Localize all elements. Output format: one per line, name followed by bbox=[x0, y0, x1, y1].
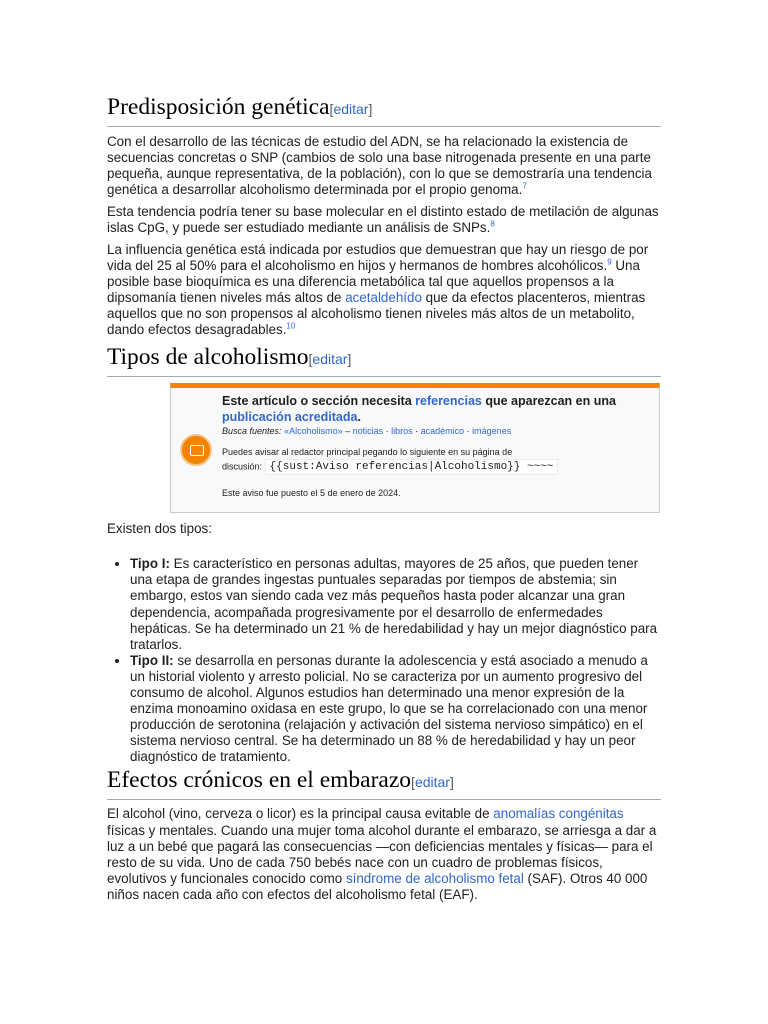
type-label: Tipo I: bbox=[130, 556, 170, 572]
notice-body bbox=[222, 393, 652, 499]
section-heading-genetics bbox=[107, 92, 661, 127]
references-link[interactable]: referencias bbox=[415, 394, 482, 409]
edit-section-link: [editar] bbox=[308, 351, 352, 368]
search-term-link[interactable]: «Alcoholismo» bbox=[284, 426, 343, 437]
list-item bbox=[130, 653, 661, 766]
fetal-alcohol-syndrome-link[interactable]: síndrome de alcoholismo fetal bbox=[345, 870, 524, 886]
type-text: Es característico en personas adultas, mayores de 25 años, que pueden tener una etapa de grandes ingestas puntuales separadas por tiempos de abstemia; sin embargo, estos van siendo cada vez más pequeños hasta poder alcanzar una gran dependencia, acompañada progresivamente por el desarrollo de enfermedades hepáticas. Se ha determinado un 21 % de heredabilidad y hay un mejor diagnóstico para tratarlos. bbox=[130, 556, 658, 652]
paragraph-text: Con el desarrollo de las técnicas de estudio del ADN, se ha relacionado la existencia de secuencias concretas o SNP (cambios de solo una base nitrogenada presente en una parte pequeña, aunque representativa, de la población), con lo que se demostraría una tendencia genética a desarrollar alcoholismo determinada por el propio genoma. bbox=[107, 134, 652, 198]
notify-code-line bbox=[222, 459, 652, 475]
article-content bbox=[107, 92, 661, 903]
search-images-link[interactable]: imágenes bbox=[472, 426, 512, 437]
notice-text: . bbox=[357, 410, 361, 425]
paragraph bbox=[107, 806, 661, 903]
type-text: se desarrolla en personas durante la adolescencia y está asociado a menudo a un historial violento y arresto policial. No se caracteriza por un aumento progresivo del consumo de alcohol. Algunos estudios han determinado una menor expresión de la enzima monoamino oxidasa en este grupo, lo que se ha correlacionado con una menor producción de serotonina (relajación y activación del sistema nervioso simpático) en el sistema nervioso central. Se ha determinado un 88 % de heredabilidad y hay un peor diagnóstico de tratamiento. bbox=[130, 652, 648, 765]
notify-text: Puedes avisar al redactor principal pegando lo siguiente en su página de bbox=[222, 447, 513, 458]
paragraph-text: Esta tendencia podría tener su base molecular en el distinto estado de metilación de algunas islas CpG, y puede ser estudiado mediante un análisis de SNPs. bbox=[107, 204, 659, 236]
notice-text: que aparezcan en una bbox=[481, 394, 616, 409]
edit-link[interactable]: editar bbox=[414, 774, 450, 791]
paragraph-text: El alcohol (vino, cerveza o licor) es la principal causa evitable de bbox=[107, 806, 494, 822]
paragraph-text: que da efectos placenteros, mientras aquellos que no son propensos al alcoholismo tienen niveles más altos de un metabolito, dando efectos desagradables. bbox=[107, 289, 646, 338]
search-news-link[interactable]: noticias bbox=[352, 426, 384, 437]
section-title: Tipos de alcoholismo bbox=[107, 344, 309, 371]
types-intro: Existen dos tipos: bbox=[107, 521, 212, 537]
search-academic-link[interactable]: académico bbox=[420, 426, 465, 437]
search-sources-line: Busca fuentes: «Alcoholismo» – noticias · libros · académico · imágenes bbox=[222, 426, 512, 437]
congenital-anomalies-link[interactable]: anomalías congénitas bbox=[493, 806, 624, 822]
reference-link[interactable]: 9 bbox=[607, 257, 612, 267]
search-label: Busca fuentes: bbox=[222, 426, 282, 437]
search-books-link[interactable]: libros bbox=[391, 426, 413, 437]
edit-link[interactable]: editar bbox=[312, 351, 348, 368]
paragraph-text: La influencia genética está indicada por estudios que demuestran que hay un riesgo de por vida del 25 al 50% para el alcoholismo en hijos y hermanos de hombres alcohólicos. bbox=[107, 241, 649, 273]
paragraph bbox=[107, 134, 661, 198]
paragraph-text: Una posible base bioquímica es una diferencia metabólica tal que aquellos propensos a la dipsomanía tienen niveles más altos de bbox=[107, 257, 640, 305]
template-code[interactable]: {{sust:Aviso referencias|Alcoholismo}} ~~~~ bbox=[265, 459, 559, 475]
section-heading-pregnancy bbox=[107, 765, 661, 800]
separator: – bbox=[342, 426, 353, 437]
references-notice-box bbox=[170, 383, 660, 513]
edit-section-link: [editar] bbox=[411, 774, 454, 791]
types-list bbox=[107, 556, 661, 765]
paragraph bbox=[107, 204, 661, 236]
accredited-publication-link[interactable]: publicación acreditada bbox=[222, 410, 358, 425]
reference-link[interactable]: 10 bbox=[286, 321, 296, 331]
notice-text: Este artículo o sección necesita bbox=[222, 394, 416, 409]
section-title: Efectos crónicos en el embarazo bbox=[107, 767, 412, 794]
type-label: Tipo II: bbox=[130, 652, 174, 668]
notice-title bbox=[222, 393, 652, 425]
book-icon bbox=[180, 434, 212, 466]
edit-link[interactable]: editar bbox=[333, 101, 369, 117]
section-title: Predisposición genética bbox=[107, 94, 330, 120]
notice-date: Este aviso fue puesto el 5 de enero de 2024. bbox=[222, 488, 401, 499]
reference-link[interactable]: 8 bbox=[490, 220, 495, 229]
reference-link[interactable]: 7 bbox=[522, 181, 527, 191]
edit-section-link: [editar] bbox=[329, 101, 373, 117]
paragraph bbox=[107, 242, 661, 339]
paragraph-text: físicas y mentales. Cuando una mujer toma alcohol durante el embarazo, se arriesga a dar a luz a un bebé que pagará las consecuencias —con deficiencias mentales y físicas— para el resto de su vida. Uno de cada 750 bebés nace con un cuadro de problemas físicos, evolutivos y funcionales conocido como bbox=[107, 822, 657, 886]
section-heading-types bbox=[107, 342, 661, 377]
list-item bbox=[130, 556, 661, 653]
paragraph-text: (SAF). Otros 40 000 niños nacen cada año con efectos del alcoholismo fetal (EAF). bbox=[107, 870, 648, 902]
notify-text: discusión: bbox=[222, 461, 263, 472]
acetaldehyde-link[interactable]: acetaldehído bbox=[345, 289, 422, 305]
